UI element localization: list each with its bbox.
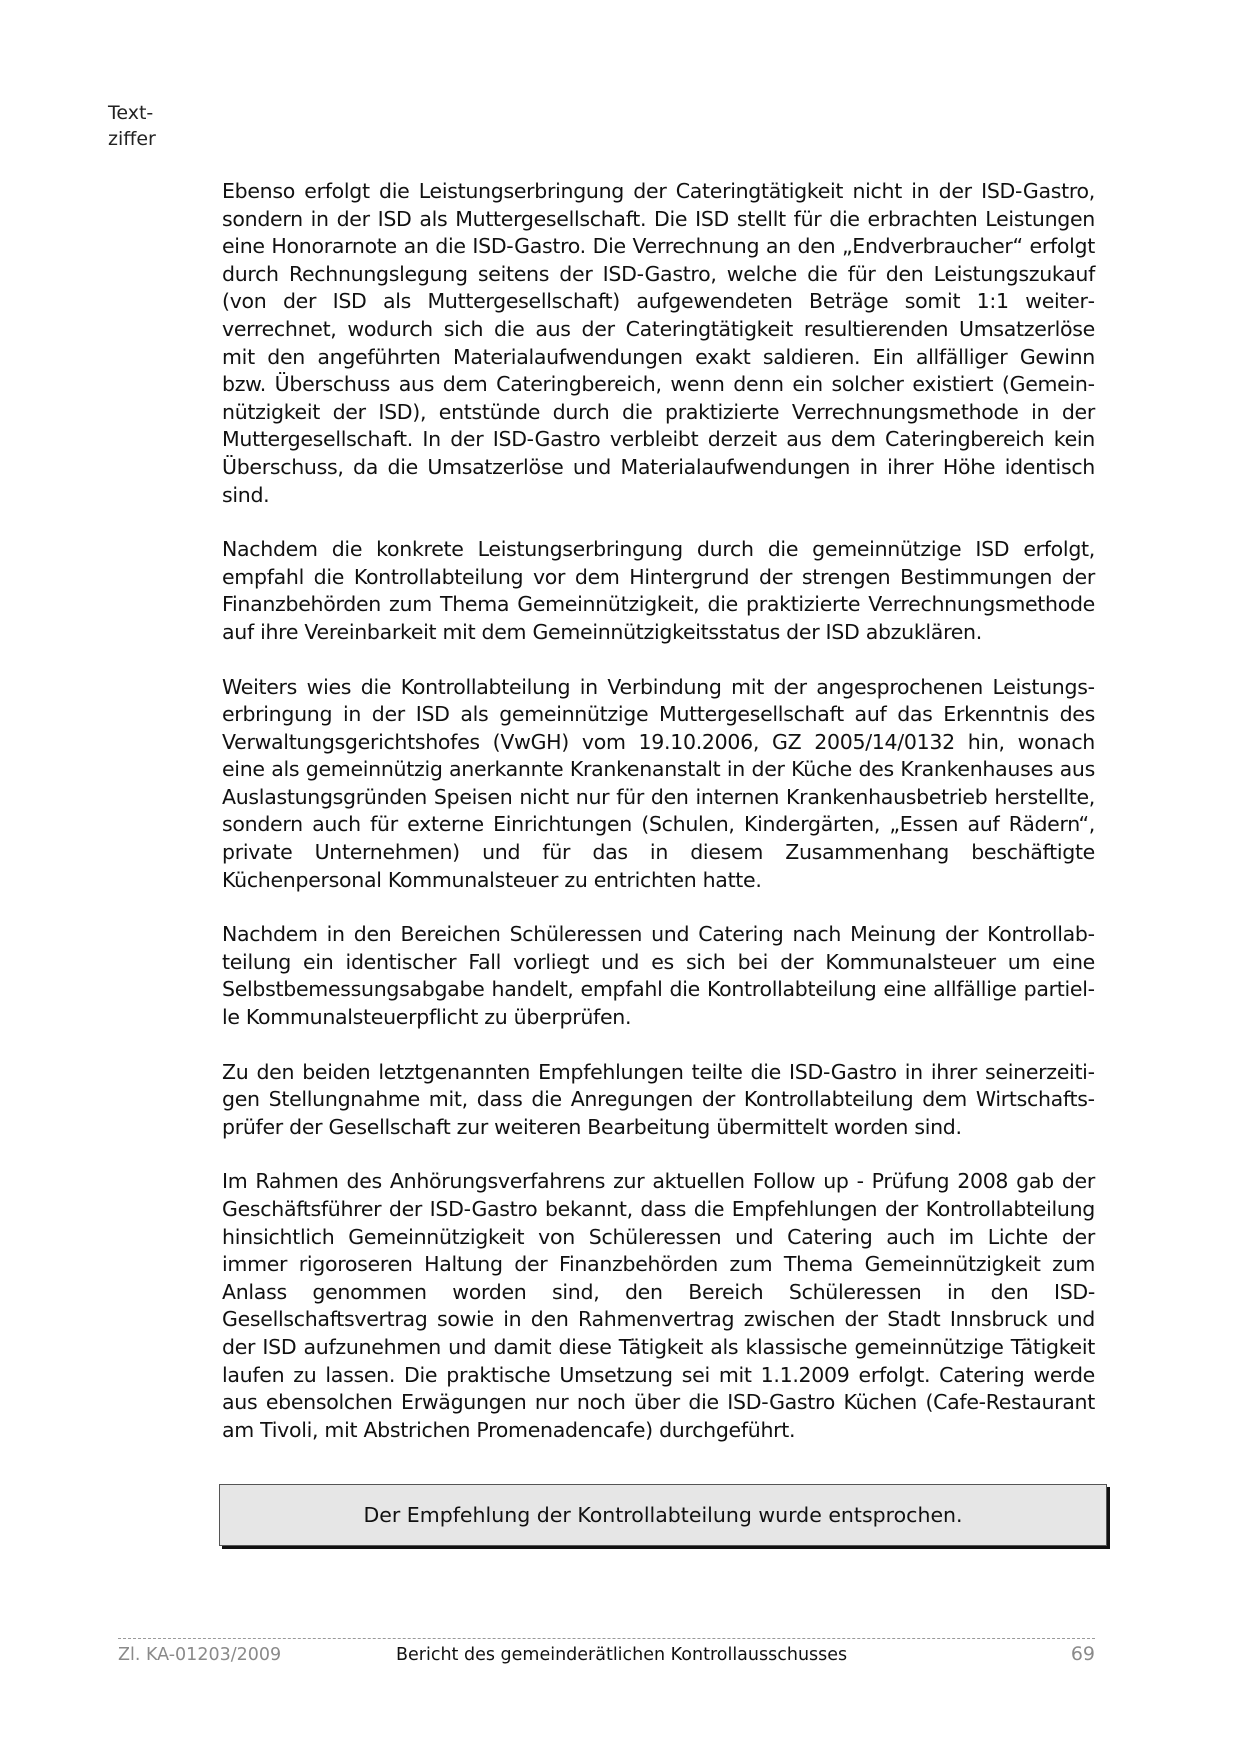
recommendation-status-box — [219, 1484, 1107, 1546]
paragraph-recommendation-billing-method: Nachdem die konkrete Leistungserbringung durch die gemeinnützige ISD erfolgt, empfahl die Kontrollabteilung vor dem Hintergrund der strengen Bestimmungen der Finanzbehörden zum Thema Gemeinnützigkeit, die praktizierte Verrechnungsmethode auf ihre Vereinbarkeit mit dem Gemeinnützigkeitsstatus der ISD abzuklären. — [222, 537, 1095, 644]
paragraph-recommendation-municipal-tax: Nachdem in den Bereichen Schüleressen und Catering nach Meinung der Kontrollabteilung ein identischer Fall vorliegt und es sich bei der Kommunalsteuer um eine Selbstbemessungsabgabe handelt, empfahl die Kontrollabteilung eine allfällige partielle Kommunalsteuerpflicht zu überprüfen. — [222, 922, 1095, 1030]
report-body — [222, 178, 1095, 1471]
footer-report-title: Bericht des gemeinderätlichen Kontrollausschusses — [396, 1645, 848, 1665]
paragraph-catering-billing: Ebenso erfolgt die Leistungserbringung der Cateringtätigkeit nicht in der ISD-Gastro, sondern in der ISD als Muttergesellschaft. Die ISD stellt für die erbrachten Leistungen eine Honorarnote an die ISD-Gastro. Die Verrechnung an den „Endverbraucher“ erfolgt durch Rechnungslegung seitens der ISD-Gastro, welche die für den Leistungszukauf (von der ISD als Muttergesellschaft) aufgewendeten Beträge somit 1:1 weiterverrechnet, wodurch sich die aus der Cateringtätigkeit resultierenden Umsatzerlöse mit den angeführten Materialaufwendungen exakt saldieren. Ein allfälliger Gewinn bzw. Überschuss aus dem Cateringbereich, wenn denn ein solcher existiert (Gemeinnützigkeit der ISD), entstünde durch die praktizierte Verrechnungsmethode in der Muttergesellschaft. In der ISD-Gastro verbleibt derzeit aus dem Cateringbereich kein Überschuss, da die Umsatzerlöse und Materialaufwendungen in ihrer Höhe identisch sind. — [222, 179, 1095, 507]
paragraph-earlier-statement: Zu den beiden letztgenannten Empfehlungen teilte die ISD-Gastro in ihrer seinerzeitigen Stellungnahme mit, dass die Anregungen der Kontrollabteilung dem Wirtschaftsprüfer der Gesellschaft zur weiteren Bearbeitung übermittelt worden sind. — [222, 1059, 1095, 1139]
footer-divider — [118, 1638, 1095, 1639]
paragraph-vwgh-ruling: Weiters wies die Kontrollabteilung in Verbindung mit der angesprochenen Leistungserbringung in der ISD als gemeinnützige Muttergesellschaft auf das Erkenntnis des Verwaltungsgerichtshofes (VwGH) vom 19.10.2006, GZ 2005/14/0132 hin, wonach eine als gemeinnützig anerkannte Krankenanstalt in der Küche des Krankenhauses aus Auslastungsgründen Speisen nicht nur für den internen Krankenhausbetrieb herstellte, sondern auch für externe Einrichtungen (Schulen, Kindergärten, „Essen auf Rädern“, private Unternehmen) und für das in diesem Zusammenhang beschäftigte Küchenpersonal Kommunalsteuer zu entrichten hatte. — [222, 674, 1095, 892]
margin-label-line-1: Text- — [108, 102, 154, 124]
page-number: 69 — [1070, 1643, 1095, 1665]
margin-label — [108, 100, 156, 152]
recommendation-status-text: Der Empfehlung der Kontrollabteilung wurde entsprochen. — [363, 1503, 963, 1527]
margin-label-line-2: ziffer — [108, 128, 156, 150]
paragraph-follow-up-hearing: Im Rahmen des Anhörungsverfahrens zur aktuellen Follow up - Prüfung 2008 gab der Geschäftsführer der ISD-Gastro bekannt, dass die Empfehlungen der Kontrollabteilung hinsichtlich Gemeinnützigkeit von Schüleressen und Catering auch im Lichte der immer rigoroseren Haltung der Finanzbehörden zum Thema Gemeinnützigkeit zum Anlass genommen worden sind, den Bereich Schüleressen in den ISD-Gesellschaftsvertrag sowie in den Rahmenvertrag zwischen der Stadt Innsbruck und der ISD aufzunehmen und damit diese Tätigkeit als klassische gemeinnützige Tätigkeit laufen zu lassen. Die praktische Umsetzung sei mit 1.1.2009 erfolgt. Catering werde aus ebensolchen Erwägungen nur noch über die ISD-Gastro Küchen (Cafe-Restaurant am Tivoli, mit Abstrichen Promenadencafe) durchgeführt. — [222, 1169, 1095, 1442]
footer-reference: Zl. KA-01203/2009 — [118, 1645, 282, 1665]
